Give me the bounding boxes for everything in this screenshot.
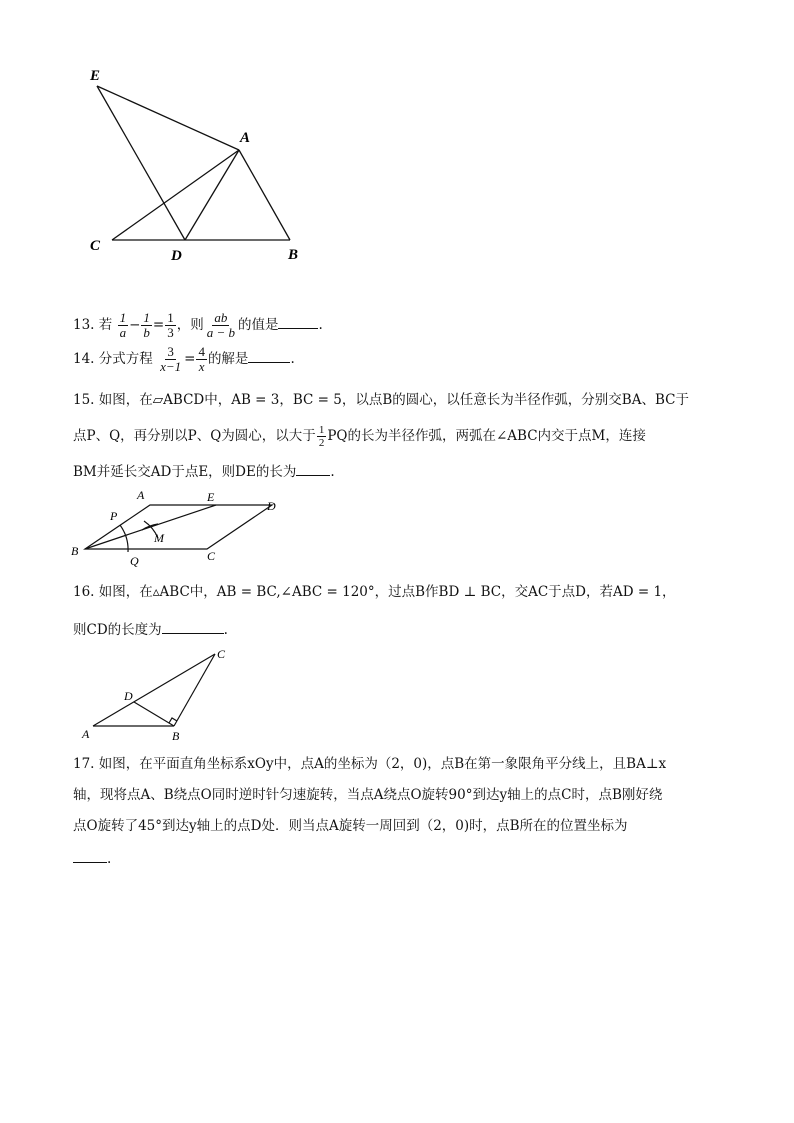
question-16-line-2: 则CD的长度为 .: [73, 622, 228, 638]
label-Q: Q: [130, 554, 139, 568]
question-17-line-1: 17. 如图，在平面直角坐标系xOy中，点A的坐标为（2，0)，点B在第一象限角平分线上，且BA⊥x: [73, 756, 667, 772]
label-B: B: [71, 544, 79, 558]
answer-blank: [73, 850, 107, 863]
label-C: C: [207, 549, 216, 563]
fraction-4-over-x: $\frac{4}{x}$: [198, 344, 205, 374]
fraction-1-over-2: $\frac{1}{2}$: [318, 424, 325, 449]
answer-blank: [296, 463, 330, 476]
label-P: P: [110, 509, 118, 523]
figure-triangle-ecdab: [80, 62, 320, 272]
label-E: E: [207, 490, 215, 504]
question-17-line-3: 点O旋转了45°到达y轴上的点D处．则当点A旋转一周回到（2，0)时，点B所在的位置坐标为: [73, 818, 628, 834]
figure-triangle-abc: [76, 646, 236, 742]
label-C: C: [90, 238, 101, 254]
answer-blank: [162, 621, 224, 634]
label-D: D: [124, 689, 133, 703]
label-A: A: [240, 130, 251, 146]
figure-parallelogram-abcd: [66, 486, 291, 570]
question-15-line-2: 点P、Q，再分别以P、Q为圆心，以大于 $\frac{1}{2}$ PQ的长为半径作弧，两弧在∠ABC内交于点M，连接: [73, 424, 646, 449]
label-M: M: [154, 531, 164, 545]
question-13: 13. 若 $\frac{1}{a}$ − $\frac{1}{b}$ = $\frac{1}{3}$ ，则 $\frac{ab}{a - b}$ 的值是 .: [73, 310, 323, 340]
question-number: 13.: [73, 317, 95, 333]
question-17-line-4: .: [73, 849, 111, 869]
label-E: E: [90, 68, 101, 84]
question-15-line-3: BM并延长交AD于点E，则DE的长为 .: [73, 464, 335, 480]
fraction-1-over-3: $\frac{1}{3}$: [167, 310, 174, 340]
label-A: A: [137, 488, 145, 502]
fraction-3-over-x-minus-1: $\frac{3}{x-1}$: [160, 344, 182, 374]
fraction-1-over-b: $\frac{1}{b}$: [143, 310, 150, 340]
label-D: D: [267, 499, 276, 513]
question-number: 14.: [73, 351, 95, 367]
label-C: C: [217, 647, 226, 661]
label-B: B: [288, 247, 299, 263]
question-15-line-1: 15. 如图，在▱ABCD中，AB = 3，BC = 5，以点B的圆心，以任意长为半径作弧，分别交BA、BC于: [73, 392, 689, 408]
label-B: B: [172, 729, 180, 742]
question-14: 14. 分式方程 $\frac{3}{x-1}$ = $\frac{4}{x}$ 的解是 .: [73, 344, 295, 374]
fraction-1-over-a: $\frac{1}{a}$: [119, 310, 127, 340]
question-16-line-1: 16. 如图，在▵ABC中，AB = BC,∠ABC = 120°，过点B作BD ⊥ BC，交AC于点D，若AD = 1，: [73, 584, 676, 600]
label-D: D: [171, 248, 182, 264]
label-A: A: [82, 727, 90, 741]
question-17-line-2: 轴，现将点A、B绕点O同时逆时针匀速旋转，当点A绕点O旋转90°到达y轴上的点C时，点B刚好绕: [73, 787, 663, 803]
fraction-ab-over-a-minus-b: $\frac{ab}{a - b}$: [206, 310, 235, 340]
answer-blank: [278, 316, 318, 329]
answer-blank: [248, 350, 290, 363]
